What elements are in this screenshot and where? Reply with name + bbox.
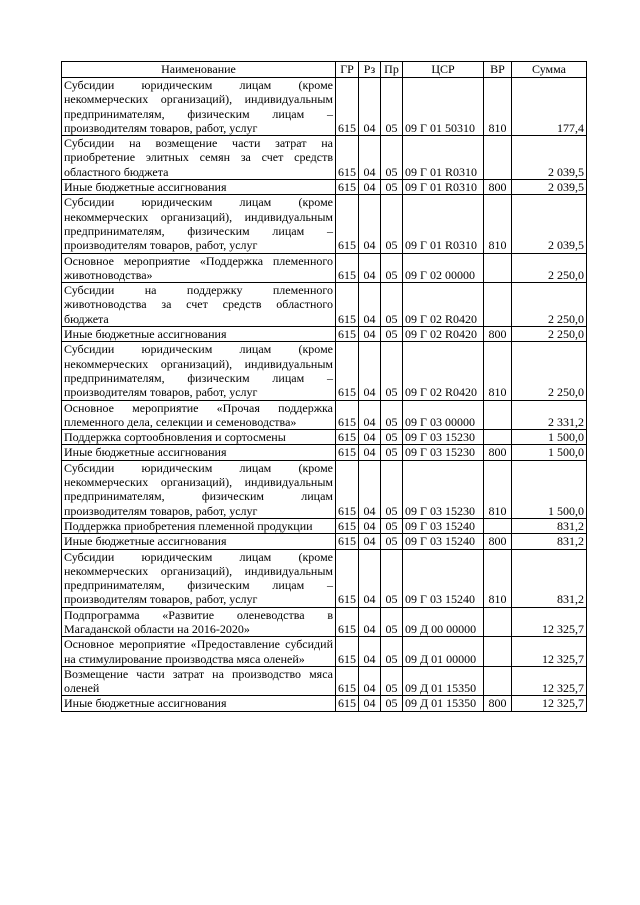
cell-name: Основное мероприятие «Прочая поддержка племенного дела, селекции и семеноводства» [62,400,336,430]
cell-csr: 09 Г 03 15230 [403,460,484,518]
cell-csr: 09 Г 03 15230 [403,430,484,445]
cell-csr: 09 Г 03 00000 [403,400,484,430]
cell-name: Субсидии юридическим лицам (кроме некоммерческих организаций), индивидуальным предпринимателям, физическим лицам – производителям товаров, работ, услуг [62,549,336,607]
cell-vr [484,666,512,696]
cell-sum: 1 500,0 [512,430,587,445]
header-name: Наименование [62,62,336,78]
cell-gr: 615 [336,460,359,518]
cell-csr: 09 Г 03 15240 [403,518,484,533]
cell-vr: 810 [484,549,512,607]
cell-csr: 09 Д 01 00000 [403,637,484,667]
cell-sum: 177,4 [512,78,587,136]
table-row [62,534,587,549]
cell-vr: 800 [484,534,512,549]
cell-vr [484,637,512,667]
header-sum: Сумма [512,62,587,78]
table-row [62,607,587,637]
cell-rz: 04 [359,283,381,327]
cell-sum: 2 039,5 [512,136,587,180]
cell-name: Иные бюджетные ассигнования [62,534,336,549]
table-row [62,342,587,400]
cell-csr: 09 Г 03 15240 [403,534,484,549]
table-body [62,78,587,712]
cell-gr: 615 [336,253,359,283]
cell-gr: 615 [336,430,359,445]
cell-pr: 05 [381,253,403,283]
cell-pr: 05 [381,78,403,136]
cell-vr: 810 [484,342,512,400]
cell-name: Основное мероприятие «Предоставление субсидий на стимулирование производства мяса оленей» [62,637,336,667]
table-row [62,136,587,180]
cell-sum: 1 500,0 [512,445,587,460]
cell-sum: 831,2 [512,518,587,533]
cell-rz: 04 [359,430,381,445]
cell-name: Субсидии юридическим лицам (кроме некоммерческих организаций), индивидуальным предпринимателям, физическим лицам – производителям товаров, работ, услуг [62,195,336,253]
cell-pr: 05 [381,430,403,445]
cell-name: Поддержка приобретения племенной продукции [62,518,336,533]
cell-gr: 615 [336,534,359,549]
cell-vr: 800 [484,180,512,195]
cell-csr: 09 Д 00 00000 [403,607,484,637]
cell-sum: 2 039,5 [512,180,587,195]
table-header [62,62,587,78]
table-row [62,666,587,696]
cell-gr: 615 [336,283,359,327]
cell-csr: 09 Г 01 R0310 [403,195,484,253]
cell-vr [484,253,512,283]
cell-sum: 12 325,7 [512,607,587,637]
cell-vr [484,400,512,430]
cell-pr: 05 [381,534,403,549]
cell-name: Поддержка сортообновления и сортосмены [62,430,336,445]
cell-csr: 09 Г 02 00000 [403,253,484,283]
cell-rz: 04 [359,445,381,460]
cell-gr: 615 [336,549,359,607]
cell-rz: 04 [359,136,381,180]
cell-name: Субсидии на возмещение части затрат на приобретение элитных семян за счет средств областного бюджета [62,136,336,180]
cell-pr: 05 [381,445,403,460]
table-row [62,195,587,253]
cell-rz: 04 [359,195,381,253]
cell-pr: 05 [381,342,403,400]
cell-csr: 09 Д 01 15350 [403,666,484,696]
cell-rz: 04 [359,400,381,430]
cell-csr: 09 Г 01 R0310 [403,136,484,180]
cell-gr: 615 [336,342,359,400]
cell-name: Субсидии на поддержку племенного животноводства за счет средств областного бюджета [62,283,336,327]
budget-table [61,61,587,712]
table-row [62,180,587,195]
cell-vr: 800 [484,327,512,342]
cell-sum: 12 325,7 [512,666,587,696]
cell-gr: 615 [336,696,359,711]
cell-sum: 2 250,0 [512,342,587,400]
cell-rz: 04 [359,342,381,400]
cell-pr: 05 [381,607,403,637]
header-vr: ВР [484,62,512,78]
cell-pr: 05 [381,460,403,518]
cell-vr [484,283,512,327]
cell-csr: 09 Г 01 50310 [403,78,484,136]
cell-rz: 04 [359,607,381,637]
cell-vr [484,430,512,445]
cell-gr: 615 [336,518,359,533]
table-row [62,78,587,136]
cell-gr: 615 [336,327,359,342]
cell-rz: 04 [359,518,381,533]
cell-sum: 1 500,0 [512,460,587,518]
header-pr: Пр [381,62,403,78]
cell-sum: 2 250,0 [512,283,587,327]
cell-sum: 12 325,7 [512,637,587,667]
cell-sum: 12 325,7 [512,696,587,711]
cell-rz: 04 [359,78,381,136]
cell-pr: 05 [381,195,403,253]
table-row [62,696,587,711]
cell-sum: 2 039,5 [512,195,587,253]
cell-gr: 615 [336,78,359,136]
cell-pr: 05 [381,400,403,430]
cell-vr: 800 [484,696,512,711]
cell-name: Субсидии юридическим лицам (кроме некоммерческих организаций), индивидуальным предпринимателям, физическим лицам производителям товаров, работ, услуг [62,460,336,518]
cell-vr: 810 [484,78,512,136]
cell-gr: 615 [336,136,359,180]
cell-rz: 04 [359,534,381,549]
table-row [62,430,587,445]
cell-gr: 615 [336,666,359,696]
table-row [62,253,587,283]
table-row [62,283,587,327]
cell-gr: 615 [336,445,359,460]
cell-pr: 05 [381,666,403,696]
cell-rz: 04 [359,549,381,607]
cell-name: Субсидии юридическим лицам (кроме некоммерческих организаций), индивидуальным предпринимателям, физическим лицам – производителям товаров, работ, услуг [62,342,336,400]
cell-csr: 09 Г 01 R0310 [403,180,484,195]
cell-csr: 09 Д 01 15350 [403,696,484,711]
cell-rz: 04 [359,180,381,195]
cell-gr: 615 [336,607,359,637]
cell-name: Возмещение части затрат на производство мяса оленей [62,666,336,696]
header-csr: ЦСР [403,62,484,78]
table-row [62,445,587,460]
cell-csr: 09 Г 02 R0420 [403,342,484,400]
table-row [62,637,587,667]
cell-rz: 04 [359,253,381,283]
cell-vr: 810 [484,460,512,518]
cell-pr: 05 [381,136,403,180]
cell-pr: 05 [381,327,403,342]
cell-name: Иные бюджетные ассигнования [62,445,336,460]
cell-pr: 05 [381,518,403,533]
cell-vr [484,518,512,533]
cell-pr: 05 [381,696,403,711]
cell-gr: 615 [336,400,359,430]
cell-name: Иные бюджетные ассигнования [62,180,336,195]
table-row [62,549,587,607]
cell-pr: 05 [381,637,403,667]
cell-csr: 09 Г 02 R0420 [403,327,484,342]
cell-sum: 2 331,2 [512,400,587,430]
cell-vr [484,136,512,180]
cell-pr: 05 [381,549,403,607]
table-row [62,327,587,342]
cell-name: Субсидии юридическим лицам (кроме некоммерческих организаций), индивидуальным предпринимателям, физическим лицам – производителям товаров, работ, услуг [62,78,336,136]
cell-pr: 05 [381,283,403,327]
cell-name: Иные бюджетные ассигнования [62,696,336,711]
header-row [62,62,587,78]
cell-csr: 09 Г 03 15230 [403,445,484,460]
table-row [62,400,587,430]
cell-vr: 810 [484,195,512,253]
header-gr: ГР [336,62,359,78]
cell-vr [484,607,512,637]
cell-rz: 04 [359,327,381,342]
cell-csr: 09 Г 03 15240 [403,549,484,607]
cell-rz: 04 [359,460,381,518]
cell-name: Подпрограмма «Развитие оленеводства в Магаданской области на 2016-2020» [62,607,336,637]
cell-csr: 09 Г 02 R0420 [403,283,484,327]
cell-rz: 04 [359,637,381,667]
table-row [62,518,587,533]
cell-vr: 800 [484,445,512,460]
cell-sum: 2 250,0 [512,253,587,283]
cell-gr: 615 [336,180,359,195]
cell-gr: 615 [336,195,359,253]
cell-gr: 615 [336,637,359,667]
cell-name: Иные бюджетные ассигнования [62,327,336,342]
header-rz: Рз [359,62,381,78]
cell-sum: 831,2 [512,549,587,607]
cell-sum: 831,2 [512,534,587,549]
cell-rz: 04 [359,666,381,696]
cell-rz: 04 [359,696,381,711]
cell-name: Основное мероприятие «Поддержка племенного животноводства» [62,253,336,283]
cell-sum: 2 250,0 [512,327,587,342]
cell-pr: 05 [381,180,403,195]
table-row [62,460,587,518]
